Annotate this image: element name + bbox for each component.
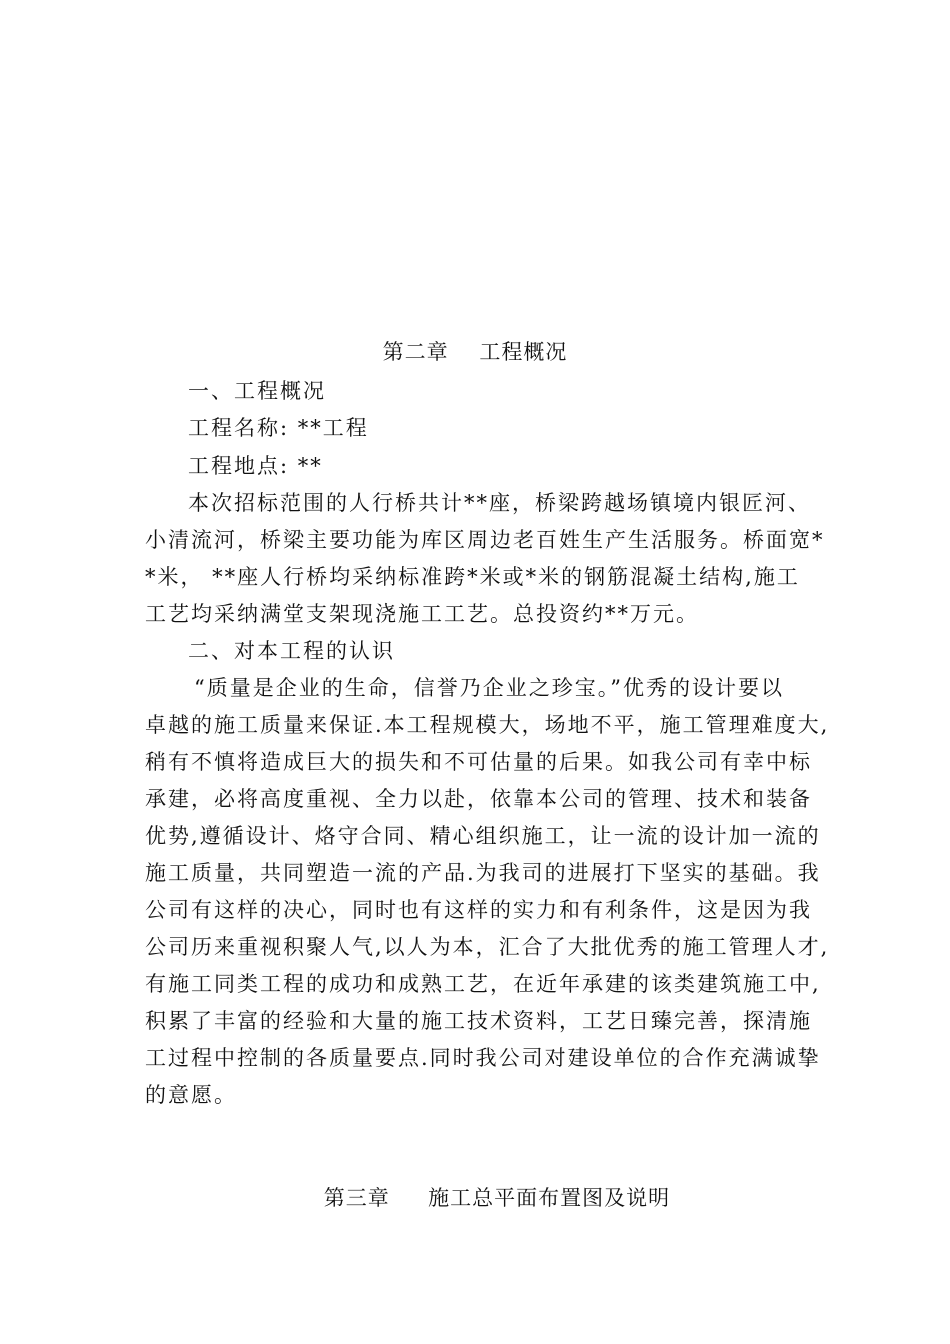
chapter-3-title: 第三章 施工总平面布置图及说明 <box>323 1186 671 1210</box>
project-name: 工程名称: **工程 <box>188 416 369 440</box>
paragraph-2-line: 公司有这样的决心，同时也有这样的实力和有利条件，这是因为我 <box>145 898 812 922</box>
paragraph-1-line: 小清流河，桥梁主要功能为库区周边老百姓生产生活服务。桥面宽* <box>145 528 825 552</box>
paragraph-2-line: 工过程中控制的各质量要点.同时我公司对建设单位的合作充满诚挚 <box>145 1046 821 1070</box>
paragraph-2-line: 公司历来重视积聚人气,以人为本，汇合了大批优秀的施工管理人才, <box>145 935 830 959</box>
paragraph-2-line: 有施工同类工程的成功和成熟工艺，在近年承建的该类建筑施工中, <box>145 972 821 996</box>
paragraph-2-line: “质量是企业的生命，信誉乃企业之珍宝。”优秀的设计要以 <box>194 676 784 700</box>
project-location: 工程地点: ** <box>188 454 323 478</box>
paragraph-1-line: 本次招标范围的人行桥共计**座，桥梁跨越场镇境内银匠河、 <box>188 491 811 515</box>
paragraph-2-line: 施工质量，共同塑造一流的产品.为我司的进展打下坚实的基础。我 <box>145 861 821 885</box>
paragraph-2-line: 卓越的施工质量来保证.本工程规模大，场地不平，施工管理难度大, <box>145 713 830 737</box>
paragraph-2-line: 优势,遵循设计、烙守合同、精心组织施工，让一流的设计加一流的 <box>145 824 821 848</box>
paragraph-2-line: 的意愿。 <box>145 1083 237 1107</box>
paragraph-1-line: *米， **座人行桥均采纳标准跨*米或*米的钢筋混凝土结构,施工 <box>145 565 800 589</box>
section-1-heading: 一、工程概况 <box>188 379 326 403</box>
paragraph-2-line: 承建，必将高度重视、全力以赴，依靠本公司的管理、技术和装备 <box>145 787 812 811</box>
paragraph-2-line: 稍有不慎将造成巨大的损失和不可估量的后果。如我公司有幸中标 <box>145 750 812 774</box>
section-2-heading: 二、对本工程的认识 <box>188 639 395 663</box>
paragraph-1-line: 工艺均采纳满堂支架现浇施工工艺。总投资约**万元。 <box>145 602 699 626</box>
chapter-2-title: 第二章 工程概况 <box>382 340 568 364</box>
paragraph-2-line: 积累了丰富的经验和大量的施工技术资料，工艺日臻完善，探清施 <box>145 1009 812 1033</box>
